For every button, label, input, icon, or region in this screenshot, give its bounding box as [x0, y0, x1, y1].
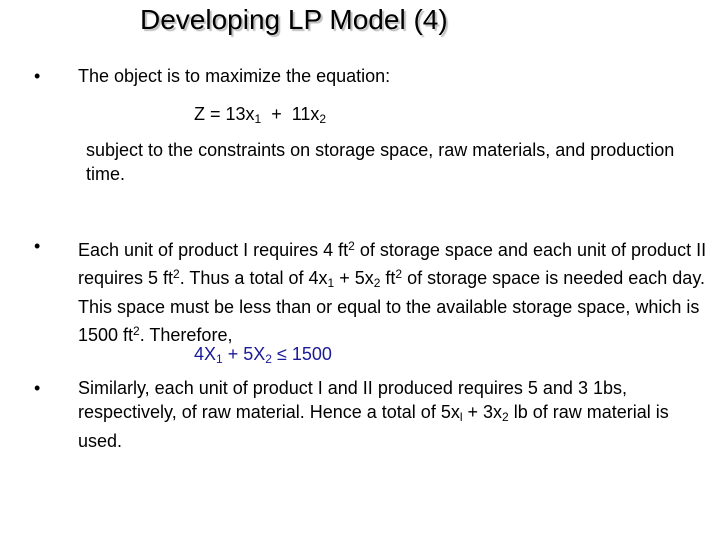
- bullet-text: Similarly, each unit of product I and II produced requires 5 and 3 1bs, respectively, of raw material. Hence a total of $5x_l + 3x_2$ lb of raw material is used.: [78, 378, 669, 451]
- bullet-text: Each unit of product I requires 4 $ft^2$ of storage space and each unit of product II requires 5 $ft^2$. Thus a total of $4x_1 + 5x_2$ $ft^2$ of storage space is needed each day. This space must be less than or equal to the available storage space, which is 1500 $ft^2$. Therefore,: [78, 239, 707, 345]
- storage-constraint: $4X_1 + 5X_2 \le 1500$: [194, 344, 332, 366]
- slide-title: Developing LP Model (4): [140, 4, 448, 35]
- bullet-icon: •: [34, 236, 41, 256]
- objective-equation: $Z = 13x_1 + 11x_2$: [194, 104, 327, 126]
- constraint-note: subject to the constraints on storage space, raw materials, and production time.: [86, 140, 675, 184]
- bullet-text: The object is to maximize the equation:: [78, 66, 391, 86]
- bullet-icon: •: [34, 378, 41, 398]
- bullet-icon: •: [34, 66, 41, 86]
